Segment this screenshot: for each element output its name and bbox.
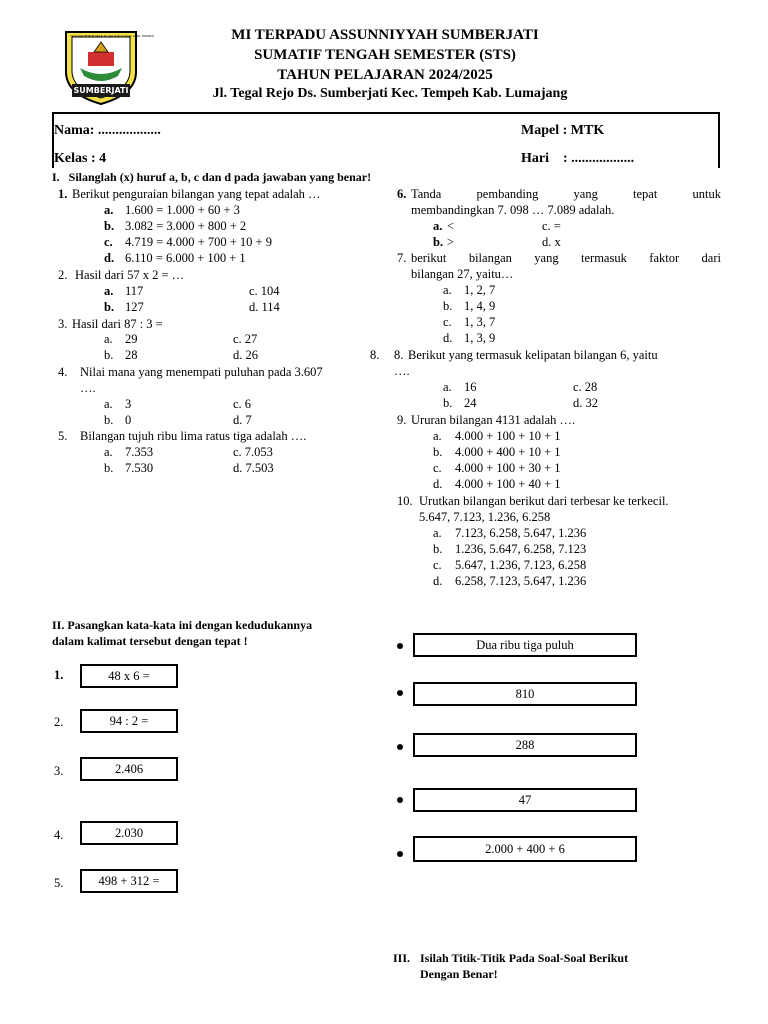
q3-option-d[interactable]: d. 26 [233,348,258,362]
logo-top-text: YAYASAN PENDIDIKAN ISLAM DAN SOSIAL AINIL HIKMAH [70,34,154,38]
q10-option-a: 7.123, 6.258, 5.647, 1.236 [455,526,587,540]
q4-option-c[interactable]: c. 6 [233,397,252,411]
section2-title-line1: II. Pasangkan kata-kata ini dengan kedudukannya [52,618,313,632]
q5-option-d[interactable]: d. 7.503 [233,461,274,475]
section2-title-line2: dalam kalimat tersebut dengan tepat ! [52,634,248,648]
match-left-number: 4. [54,828,64,842]
q8-option-a-label[interactable]: a. [443,380,452,394]
q6-option-b-label[interactable]: b. [433,235,444,249]
q5-option-b: 7.530 [125,461,154,475]
q7-option-d-label[interactable]: d. [443,331,453,345]
match-left-number: 2. [54,715,64,729]
hari-field[interactable]: Hari : .................. [521,151,635,166]
school-address: Jl. Tegal Rejo Ds. Sumberjati Kec. Tempeh Kab. Lumajang [212,86,568,101]
q9-option-c-label[interactable]: c. [433,461,442,475]
q6-option-d[interactable]: d. x [542,235,561,249]
exam-title: SUMATIF TENGAH SEMESTER (STS) [254,47,516,63]
match-left-box[interactable]: 2.406 [80,757,178,781]
bullet-icon [397,851,403,857]
q6-option-a-label[interactable]: a. [433,219,443,233]
q10-option-b: 1.236, 5.647, 6.258, 7.123 [455,542,587,556]
match-right-box[interactable]: 288 [413,733,637,757]
q2-number: 2. [58,268,68,282]
q2-option-a-label[interactable]: a. [104,284,114,298]
match-right-box[interactable]: 810 [413,682,637,706]
q1-option-c-label[interactable]: c. [104,235,113,249]
q6-text-cont: membandingkan 7. 098 … 7.089 adalah. [411,203,615,217]
section3-title-line1: Isilah Titik-Titik Pada Soal-Soal Berikut [420,951,629,965]
match-right-box[interactable]: 2.000 + 400 + 6 [413,836,637,862]
q5-option-a: 7.353 [125,445,154,459]
q3-option-a-label[interactable]: a. [104,332,113,346]
q9-option-d: 4.000 + 100 + 40 + 1 [455,477,561,491]
q10-option-d-label[interactable]: d. [433,574,443,588]
section3-number: III. [393,951,411,965]
q3-text: Hasil dari 87 : 3 = [72,317,163,331]
q6-option-c[interactable]: c. = [542,219,561,233]
q4-number: 4. [58,365,68,379]
q1-text: Berikut penguraian bilangan yang tepat adalah … [72,187,321,201]
q8-text-cont: …. [394,364,410,378]
q2-text: Hasil dari 57 x 2 = … [75,268,185,282]
q9-option-b: 4.000 + 400 + 10 + 1 [455,445,561,459]
logo-bottom-text: SUMBERJATI [73,86,129,95]
q5-number: 5. [58,429,68,443]
q9-text: Ururan bilangan 4131 adalah …. [411,413,576,427]
q1-option-d-label[interactable]: d. [104,251,115,265]
q5-option-a-label[interactable]: a. [104,445,113,459]
q2-option-b: 127 [125,300,144,314]
q4-option-b: 0 [125,413,132,427]
q6-option-a: < [447,219,455,233]
q8-option-d[interactable]: d. 32 [573,396,598,410]
bullet-icon [397,643,403,649]
q7-option-b: 1, 4, 9 [464,299,496,313]
bullet-icon [397,744,403,750]
q10-option-c-label[interactable]: c. [433,558,442,572]
q3-option-b: 28 [125,348,138,362]
section3-title-line2: Dengan Benar! [420,967,498,981]
q7-text-cont: bilangan 27, yaitu… [411,267,514,281]
match-left-number: 5. [54,876,64,890]
q10-option-b-label[interactable]: b. [433,542,443,556]
q3-option-a: 29 [125,332,138,346]
q9-option-b-label[interactable]: b. [433,445,443,459]
q7-option-a: 1, 2, 7 [464,283,496,297]
q7-number: 7. [397,251,407,265]
q9-number: 9. [397,413,407,427]
q9-option-c: 4.000 + 100 + 30 + 1 [455,461,561,475]
q2-option-a: 117 [125,284,144,298]
q9-option-a-label[interactable]: a. [433,429,442,443]
match-left-box[interactable]: 48 x 6 = [80,664,178,688]
q8-option-b-label[interactable]: b. [443,396,453,410]
q3-option-c[interactable]: c. 27 [233,332,258,346]
mapel-label: Mapel : MTK [521,123,605,138]
q4-option-b-label[interactable]: b. [104,413,114,427]
match-right-box[interactable]: 47 [413,788,637,812]
bullet-icon [397,797,403,803]
q1-option-b: 3.082 = 3.000 + 800 + 2 [125,219,247,233]
q2-option-d[interactable]: d. 114 [249,300,280,314]
q1-option-c: 4.719 = 4.000 + 700 + 10 + 9 [125,235,272,249]
q6-text: Tanda pembanding yang tepat untuk [411,187,721,201]
match-left-number: 3. [54,764,64,778]
q5-option-b-label[interactable]: b. [104,461,114,475]
q10-number: 10. [397,494,413,508]
q10-text: Urutkan bilangan berikut dari terbesar ke terkecil. [419,494,669,508]
q4-text: Nilai mana yang menempati puluhan pada 3.607 [80,365,323,379]
q9-option-a: 4.000 + 100 + 10 + 1 [455,429,561,443]
q6-number: 6. [397,187,407,201]
section1-title: I. Silanglah (x) huruf a, b, c dan d pada jawaban yang benar! [52,170,372,184]
q8-option-b: 24 [464,396,477,410]
q1-option-b-label[interactable]: b. [104,219,115,233]
q1-option-a-label[interactable]: a. [104,203,114,217]
match-left-box[interactable]: 2.030 [80,821,178,845]
q1-option-a: 1.600 = 1.000 + 60 + 3 [125,203,240,217]
match-right-box[interactable]: Dua ribu tiga puluh [413,633,637,657]
nama-field[interactable]: Nama: .................. [54,123,161,138]
q1-number: 1. [58,187,68,201]
q7-option-c-label[interactable]: c. [443,315,452,329]
q3-number: 3. [58,317,68,331]
q7-text: berikut bilangan yang termasuk faktor dari [411,251,721,265]
q7-option-a-label[interactable]: a. [443,283,452,297]
bullet-icon [397,690,403,696]
q4-option-a-label[interactable]: a. [104,397,113,411]
kelas-label: Kelas : 4 [54,151,107,166]
q10-option-a-label[interactable]: a. [433,526,442,540]
q7-option-c: 1, 3, 7 [464,315,496,329]
q10-option-d: 6.258, 7.123, 5.647, 1.236 [455,574,587,588]
q10-text-cont: 5.647, 7.123, 1.236, 6.258 [419,510,551,524]
match-left-box[interactable]: 498 + 312 = [80,869,178,893]
school-year: TAHUN PELAJARAN 2024/2025 [277,67,493,83]
q4-option-d[interactable]: d. 7 [233,413,252,427]
q2-option-c[interactable]: c. 104 [249,284,280,298]
match-left-box[interactable]: 94 : 2 = [80,709,178,733]
q7-option-b-label[interactable]: b. [443,299,453,313]
q10-option-c: 5.647, 1.236, 7.123, 6.258 [455,558,587,572]
q4-text-cont: …. [80,381,96,395]
q4-option-a: 3 [125,397,132,411]
school-name: MI TERPADU ASSUNNIYYAH SUMBERJATI [231,27,539,43]
q2-option-b-label[interactable]: b. [104,300,115,314]
q6-option-b: > [447,235,455,249]
q5-option-c[interactable]: c. 7.053 [233,445,273,459]
q8-number: 8. [394,348,404,362]
match-left-number: 1. [54,668,64,682]
q8-outer-number: 8. [370,348,380,362]
q7-option-d: 1, 3, 9 [464,331,496,345]
q5-text: Bilangan tujuh ribu lima ratus tiga adalah …. [80,429,307,443]
q3-option-b-label[interactable]: b. [104,348,114,362]
q8-text: Berikut yang termasuk kelipatan bilangan 6, yaitu [408,348,658,362]
q8-option-a: 16 [464,380,477,394]
q9-option-d-label[interactable]: d. [433,477,443,491]
q1-option-d: 6.110 = 6.000 + 100 + 1 [125,251,246,265]
q8-option-c[interactable]: c. 28 [573,380,598,394]
